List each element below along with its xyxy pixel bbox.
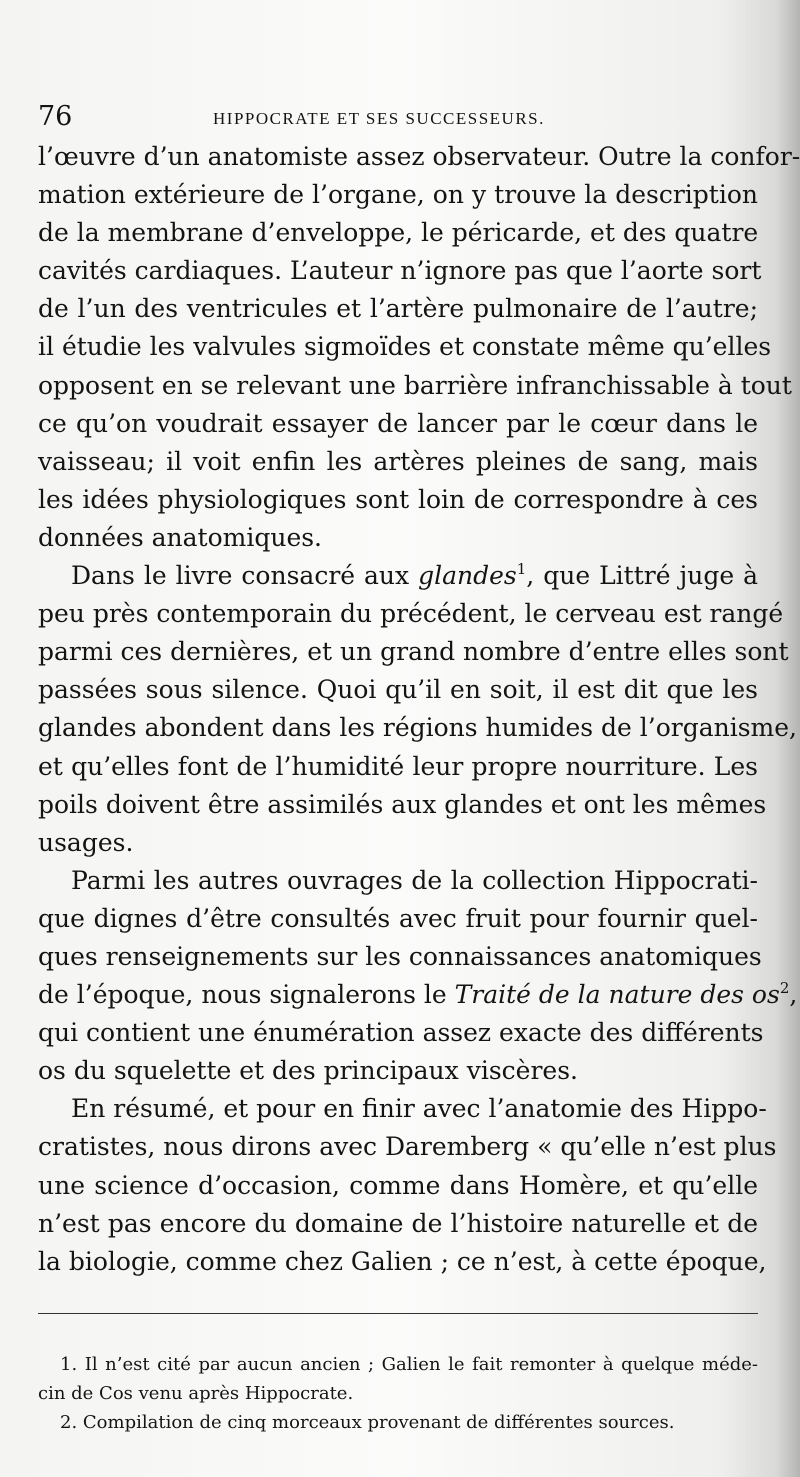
- body-text: [38, 138, 800, 1281]
- text-line: peu près contemporain du précédent, le cerveau est rangé: [38, 599, 784, 629]
- text-line: il étudie les valvules sigmoïdes et constate même qu’elles: [38, 332, 772, 362]
- footnote-2: 2. Compilation de cinq morceaux provenant de différentes sources.: [60, 1412, 675, 1433]
- text-line: glandes abondent dans les régions humides de l’organisme,: [38, 713, 798, 743]
- footnote-divider: [38, 1313, 758, 1314]
- text-line: os du squelette et des principaux viscères.: [38, 1056, 578, 1086]
- text-line: ce qu’on voudrait essayer de lancer par le cœur dans le: [38, 408, 758, 438]
- text-line: Dans le livre consacré aux glandes$^1$, que Littré juge à: [71, 560, 758, 591]
- footnote-ref-2: 2: [779, 979, 790, 998]
- text-line: mation extérieure de l’organe, on y trouve la description: [38, 180, 758, 210]
- text-line: passées sous silence. Quoi qu’il en soit, il est dit que les: [38, 675, 758, 705]
- text-line: données anatomiques.: [38, 522, 323, 552]
- traite-title: Traité de la nature des os: [454, 980, 780, 1010]
- running-title: HIPPOCRATE ET SES SUCCESSEURS.: [213, 109, 545, 128]
- text-line: opposent en se relevant une barrière infranchissable à tout: [38, 370, 792, 400]
- text-line: n’est pas encore du domaine de l’histoire naturelle et de: [38, 1208, 758, 1238]
- text-line: qui contient une énumération assez exacte des différents: [38, 1018, 764, 1048]
- text-line: poils doivent être assimilés aux glandes et ont les mêmes: [38, 789, 767, 819]
- text-line: les idées physiologiques sont loin de correspondre à ces: [38, 484, 758, 514]
- text-line: la biologie, comme chez Galien ; ce n’est, à cette époque,: [38, 1246, 767, 1276]
- text-line: l’œuvre d’un anatomiste assez observateur. Outre la confor-: [38, 142, 800, 171]
- page-number: 76: [38, 101, 73, 132]
- page-header: [38, 100, 758, 136]
- text-line: ques renseignements sur les connaissances anatomiques: [38, 941, 762, 971]
- glandes-title: glandes: [418, 561, 517, 591]
- text-line: de l’un des ventricules et l’artère pulmonaire de l’autre;: [38, 294, 758, 324]
- footnote-ref-1: 1: [516, 560, 527, 579]
- text-line: En résumé, et pour en finir avec l’anatomie des Hippo-: [71, 1094, 767, 1124]
- text-line: Parmi les autres ouvrages de la collection Hippocrati-: [71, 865, 758, 895]
- text-line: vaisseau; il voit enfin les artères pleines de sang, mais: [38, 446, 758, 476]
- text-line: une science d’occasion, comme dans Homère, et qu’elle: [38, 1170, 758, 1200]
- text-line: cavités cardiaques. L’auteur n’ignore pas que l’aorte sort: [38, 256, 762, 286]
- footnote-1: 1. Il n’est cité par aucun ancien ; Galien le fait remonter à quelque méde-: [60, 1354, 758, 1375]
- text-line: cratistes, nous dirons avec Daremberg « qu’elle n’est plus: [38, 1132, 777, 1162]
- text-line: que dignes d’être consultés avec fruit pour fournir quel-: [38, 903, 758, 933]
- text-line: de la membrane d’enveloppe, le péricarde, et des quatre: [38, 218, 759, 248]
- text-line: parmi ces dernières, et un grand nombre d’entre elles sont: [38, 637, 789, 667]
- text-line: de l’époque, nous signalerons le Traité de la nature des os$^2$,: [38, 979, 798, 1010]
- footnotes: [38, 1350, 758, 1437]
- text-line: usages.: [38, 827, 134, 857]
- text-line: et qu’elles font de l’humidité leur propre nourriture. Les: [38, 751, 758, 781]
- footnote-1-continued: cin de Cos venu après Hippocrate.: [38, 1383, 354, 1404]
